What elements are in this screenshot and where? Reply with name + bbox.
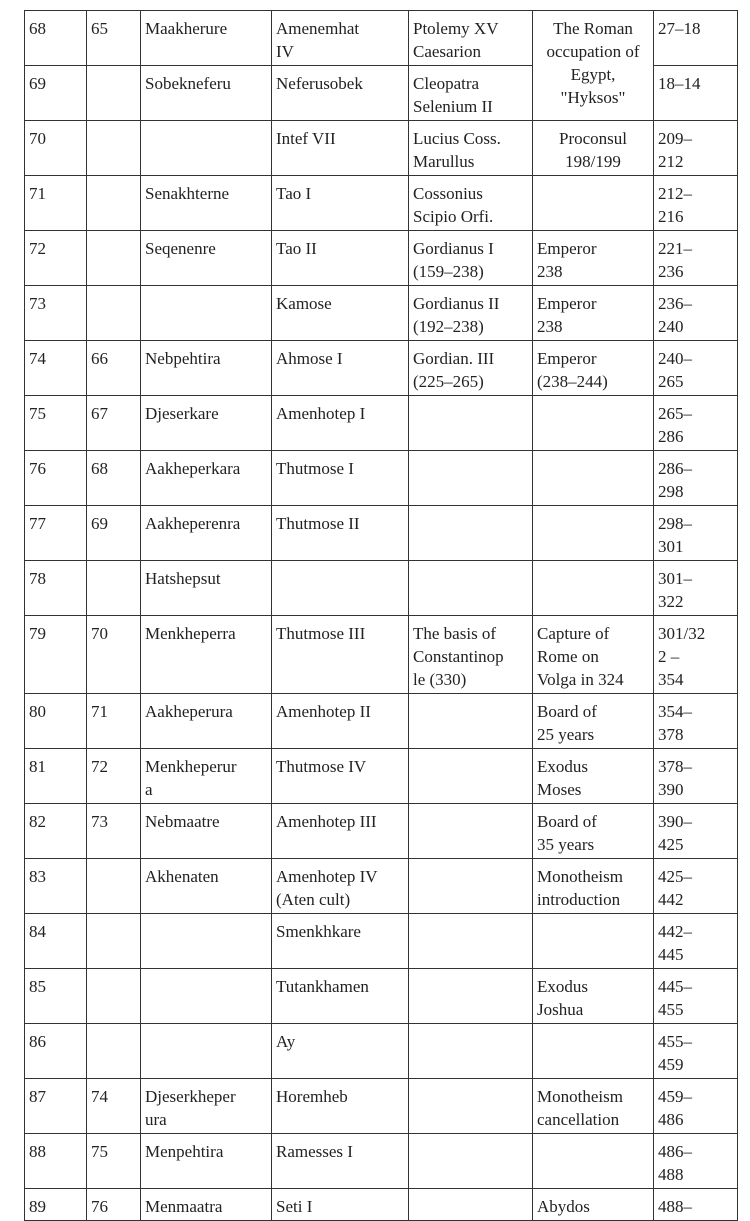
row-number: 77	[29, 514, 46, 533]
table-row	[25, 451, 738, 506]
event-note: Capture of Rome on Volga in 324	[537, 624, 624, 689]
event-note: Monotheism introduction	[537, 867, 623, 909]
event-note: Monotheism cancellation	[537, 1087, 623, 1129]
dynasty-number: 65	[91, 19, 108, 38]
event-note: Exodus Moses	[537, 757, 588, 799]
roman-correspondence-cell	[409, 914, 533, 969]
throne-name-cell	[141, 396, 272, 451]
roman-correspondence-cell	[409, 451, 533, 506]
ruler-name-cell	[272, 859, 409, 914]
row-number: 83	[29, 867, 46, 886]
dynasty-number: 74	[91, 1087, 108, 1106]
row-number: 69	[29, 74, 46, 93]
roman-correspondence: Lucius Coss. Marullus	[413, 129, 501, 171]
date-range-cell	[654, 914, 738, 969]
row-number-cell	[25, 286, 87, 341]
row-number: 82	[29, 812, 46, 831]
throne-name-cell	[141, 341, 272, 396]
ruler-name-cell	[272, 506, 409, 561]
event-note-cell	[533, 1079, 654, 1134]
ruler-name-cell	[272, 694, 409, 749]
date-range: 286– 298	[658, 459, 692, 501]
ruler-name-cell	[272, 749, 409, 804]
table-row	[25, 561, 738, 616]
row-number: 89	[29, 1197, 46, 1216]
ruler-name-cell	[272, 396, 409, 451]
dynasty-number: 75	[91, 1142, 108, 1161]
date-range: 354– 378	[658, 702, 692, 744]
date-range: 442– 445	[658, 922, 692, 964]
roman-correspondence-cell	[409, 11, 533, 66]
ruler-name: Amenhotep II	[276, 702, 371, 721]
dynasty-number: 67	[91, 404, 108, 423]
throne-name: Akhenaten	[145, 867, 219, 886]
roman-correspondence-cell	[409, 749, 533, 804]
event-note: Proconsul 198/199	[559, 129, 627, 171]
table-row	[25, 804, 738, 859]
dynasty-number-cell	[87, 914, 141, 969]
dynasty-number-cell	[87, 121, 141, 176]
throne-name-cell	[141, 859, 272, 914]
row-number: 85	[29, 977, 46, 996]
ruler-name-cell	[272, 231, 409, 286]
event-note-cell	[533, 1134, 654, 1189]
dynasty-number-cell	[87, 1024, 141, 1079]
table-row	[25, 11, 738, 66]
throne-name: Hatshepsut	[145, 569, 221, 588]
throne-name-cell	[141, 231, 272, 286]
throne-name: Menkheperra	[145, 624, 236, 643]
row-number: 72	[29, 239, 46, 258]
table-row	[25, 1024, 738, 1079]
ruler-name-cell	[272, 286, 409, 341]
table-row	[25, 749, 738, 804]
date-range-cell	[654, 176, 738, 231]
ruler-name: Ahmose I	[276, 349, 343, 368]
row-number-cell	[25, 1134, 87, 1189]
ruler-name-cell	[272, 561, 409, 616]
table-body	[25, 11, 738, 1221]
event-note-cell	[533, 286, 654, 341]
table-row	[25, 1134, 738, 1189]
ruler-name-cell	[272, 66, 409, 121]
row-number-cell	[25, 66, 87, 121]
row-number: 84	[29, 922, 46, 941]
ruler-name: Tao I	[276, 184, 312, 203]
throne-name-cell	[141, 969, 272, 1024]
row-number: 73	[29, 294, 46, 313]
date-range: 209– 212	[658, 129, 692, 171]
event-note-cell	[533, 859, 654, 914]
row-number: 78	[29, 569, 46, 588]
ruler-name-cell	[272, 804, 409, 859]
event-note-cell	[533, 1189, 654, 1221]
date-range-cell	[654, 286, 738, 341]
table-row	[25, 616, 738, 694]
date-range-cell	[654, 11, 738, 66]
throne-name-cell	[141, 286, 272, 341]
dynasty-number-cell	[87, 804, 141, 859]
throne-name-cell	[141, 749, 272, 804]
table-row	[25, 694, 738, 749]
roman-correspondence-cell	[409, 506, 533, 561]
roman-correspondence-cell	[409, 66, 533, 121]
row-number-cell	[25, 451, 87, 506]
date-range-cell	[654, 749, 738, 804]
ruler-name: Amenhotep III	[276, 812, 377, 831]
date-range: 390– 425	[658, 812, 692, 854]
dynasty-number-cell	[87, 1079, 141, 1134]
row-number: 87	[29, 1087, 46, 1106]
table-row	[25, 176, 738, 231]
date-range: 445– 455	[658, 977, 692, 1019]
date-range-cell	[654, 1189, 738, 1221]
row-number-cell	[25, 11, 87, 66]
dynasty-number-cell	[87, 969, 141, 1024]
event-note-cell	[533, 969, 654, 1024]
row-number-cell	[25, 969, 87, 1024]
throne-name-cell	[141, 616, 272, 694]
ruler-name-cell	[272, 616, 409, 694]
row-number-cell	[25, 506, 87, 561]
dynasty-number-cell	[87, 341, 141, 396]
roman-correspondence-cell	[409, 1079, 533, 1134]
chronology-table	[24, 10, 738, 1221]
ruler-name: Thutmose III	[276, 624, 366, 643]
row-number: 75	[29, 404, 46, 423]
throne-name: Maakherure	[145, 19, 228, 38]
row-number: 74	[29, 349, 46, 368]
dynasty-number-cell	[87, 859, 141, 914]
row-number-cell	[25, 694, 87, 749]
throne-name-cell	[141, 694, 272, 749]
dynasty-number-cell	[87, 66, 141, 121]
throne-name: Aakheperkara	[145, 459, 241, 478]
ruler-name-cell	[272, 1189, 409, 1221]
dynasty-number: 66	[91, 349, 108, 368]
row-number-cell	[25, 859, 87, 914]
ruler-name-cell	[272, 1134, 409, 1189]
throne-name: Menkheperur a	[145, 757, 237, 799]
row-number: 80	[29, 702, 46, 721]
event-note-cell	[533, 616, 654, 694]
ruler-name: Amenhotep IV (Aten cult)	[276, 867, 378, 909]
event-note-cell	[533, 396, 654, 451]
row-number-cell	[25, 231, 87, 286]
ruler-name: Smenkhkare	[276, 922, 361, 941]
throne-name-cell	[141, 506, 272, 561]
ruler-name: Kamose	[276, 294, 332, 313]
date-range: 27–18	[658, 19, 701, 38]
table-row	[25, 231, 738, 286]
dynasty-number-cell	[87, 749, 141, 804]
date-range-cell	[654, 451, 738, 506]
event-note: Board of 35 years	[537, 812, 597, 854]
throne-name-cell	[141, 1079, 272, 1134]
roman-correspondence: Gordianus II (192–238)	[413, 294, 500, 336]
roman-correspondence: Ptolemy XV Caesarion	[413, 19, 499, 61]
event-note-cell	[533, 749, 654, 804]
ruler-name-cell	[272, 451, 409, 506]
date-range-cell	[654, 969, 738, 1024]
ruler-name: Neferusobek	[276, 74, 363, 93]
table-row	[25, 1189, 738, 1221]
ruler-name: Thutmose I	[276, 459, 354, 478]
dynasty-number: 69	[91, 514, 108, 533]
throne-name-cell	[141, 1134, 272, 1189]
table-row	[25, 286, 738, 341]
row-number-cell	[25, 176, 87, 231]
date-range-cell	[654, 1079, 738, 1134]
date-range-cell	[654, 341, 738, 396]
dynasty-number-cell	[87, 11, 141, 66]
event-note-cell	[533, 561, 654, 616]
date-range-cell	[654, 396, 738, 451]
row-number: 68	[29, 19, 46, 38]
roman-correspondence-cell	[409, 694, 533, 749]
dynasty-number-cell	[87, 561, 141, 616]
roman-correspondence-cell	[409, 121, 533, 176]
ruler-name: Thutmose IV	[276, 757, 367, 776]
date-range-cell	[654, 561, 738, 616]
roman-correspondence-cell	[409, 1189, 533, 1221]
roman-correspondence-cell	[409, 176, 533, 231]
row-number: 71	[29, 184, 46, 203]
throne-name: Menpehtira	[145, 1142, 224, 1161]
row-number: 88	[29, 1142, 46, 1161]
roman-correspondence-cell	[409, 396, 533, 451]
date-range-cell	[654, 1134, 738, 1189]
throne-name: Seqenenre	[145, 239, 216, 258]
row-number: 76	[29, 459, 46, 478]
date-range: 236– 240	[658, 294, 692, 336]
event-note: Board of 25 years	[537, 702, 597, 744]
ruler-name: Tao II	[276, 239, 317, 258]
event-note: Emperor 238	[537, 294, 597, 336]
throne-name-cell	[141, 804, 272, 859]
roman-correspondence: Cleopatra Selenium II	[413, 74, 493, 116]
roman-correspondence-cell	[409, 1134, 533, 1189]
date-range: 221– 236	[658, 239, 692, 281]
event-note-cell	[533, 914, 654, 969]
throne-name: Djeserkheper ura	[145, 1087, 236, 1129]
date-range: 265– 286	[658, 404, 692, 446]
roman-correspondence: The basis of Constantinop le (330)	[413, 624, 504, 689]
row-number-cell	[25, 1189, 87, 1221]
row-number: 86	[29, 1032, 46, 1051]
date-range: 486– 488	[658, 1142, 692, 1184]
date-range-cell	[654, 694, 738, 749]
date-range: 488–	[658, 1197, 692, 1216]
roman-correspondence-cell	[409, 804, 533, 859]
ruler-name-cell	[272, 11, 409, 66]
row-number-cell	[25, 121, 87, 176]
date-range-cell	[654, 66, 738, 121]
ruler-name: Horemheb	[276, 1087, 348, 1106]
event-note-cell	[533, 176, 654, 231]
row-number: 70	[29, 129, 46, 148]
row-number: 81	[29, 757, 46, 776]
date-range-cell	[654, 231, 738, 286]
row-number-cell	[25, 804, 87, 859]
dynasty-number-cell	[87, 1134, 141, 1189]
date-range: 301– 322	[658, 569, 692, 611]
event-note-cell	[533, 1024, 654, 1079]
event-note: The Roman occupation of Egypt, "Hyksos"	[546, 19, 640, 107]
event-note-cell	[533, 341, 654, 396]
event-note-cell	[533, 121, 654, 176]
dynasty-number: 70	[91, 624, 108, 643]
dynasty-number-cell	[87, 176, 141, 231]
event-note-cell	[533, 451, 654, 506]
date-range: 301/32 2 – 354	[658, 624, 706, 689]
ruler-name-cell	[272, 914, 409, 969]
event-note-cell	[533, 231, 654, 286]
date-range-cell	[654, 804, 738, 859]
date-range: 240– 265	[658, 349, 692, 391]
dynasty-number-cell	[87, 616, 141, 694]
throne-name-cell	[141, 1024, 272, 1079]
dynasty-number-cell	[87, 286, 141, 341]
dynasty-number-cell	[87, 451, 141, 506]
date-range: 425– 442	[658, 867, 692, 909]
row-number-cell	[25, 616, 87, 694]
throne-name: Nebmaatre	[145, 812, 220, 831]
ruler-name: Amenhotep I	[276, 404, 366, 423]
throne-name-cell	[141, 1189, 272, 1221]
date-range-cell	[654, 859, 738, 914]
ruler-name-cell	[272, 1024, 409, 1079]
ruler-name-cell	[272, 1079, 409, 1134]
event-note-cell	[533, 506, 654, 561]
ruler-name-cell	[272, 969, 409, 1024]
ruler-name: Thutmose II	[276, 514, 360, 533]
date-range: 298– 301	[658, 514, 692, 556]
throne-name-cell	[141, 11, 272, 66]
row-number-cell	[25, 561, 87, 616]
roman-correspondence-cell	[409, 561, 533, 616]
row-number-cell	[25, 396, 87, 451]
row-number-cell	[25, 749, 87, 804]
event-note: Emperor (238–244)	[537, 349, 608, 391]
roman-correspondence-cell	[409, 231, 533, 286]
table-row	[25, 396, 738, 451]
event-note-cell	[533, 804, 654, 859]
dynasty-number-cell	[87, 506, 141, 561]
roman-correspondence-cell	[409, 859, 533, 914]
roman-correspondence: Cossonius Scipio Orfi.	[413, 184, 494, 226]
throne-name-cell	[141, 176, 272, 231]
table-row	[25, 506, 738, 561]
roman-correspondence-cell	[409, 616, 533, 694]
ruler-name: Ramesses I	[276, 1142, 353, 1161]
date-range: 455– 459	[658, 1032, 692, 1074]
date-range-cell	[654, 121, 738, 176]
roman-correspondence-cell	[409, 969, 533, 1024]
roman-correspondence-cell	[409, 1024, 533, 1079]
row-number-cell	[25, 341, 87, 396]
row-number-cell	[25, 1079, 87, 1134]
throne-name: Aakheperura	[145, 702, 233, 721]
table-row	[25, 121, 738, 176]
date-range: 18–14	[658, 74, 701, 93]
ruler-name: Tutankhamen	[276, 977, 369, 996]
roman-correspondence: Gordian. III (225–265)	[413, 349, 495, 391]
throne-name: Djeserkare	[145, 404, 219, 423]
ruler-name: Seti I	[276, 1197, 313, 1216]
table-row	[25, 1079, 738, 1134]
dynasty-number: 73	[91, 812, 108, 831]
date-range-cell	[654, 1024, 738, 1079]
date-range: 378– 390	[658, 757, 692, 799]
event-note-cell	[533, 694, 654, 749]
dynasty-number: 72	[91, 757, 108, 776]
event-note: Emperor 238	[537, 239, 597, 281]
throne-name: Aakheperenra	[145, 514, 241, 533]
roman-correspondence: Gordianus I (159–238)	[413, 239, 494, 281]
throne-name-cell	[141, 66, 272, 121]
dynasty-number-cell	[87, 231, 141, 286]
event-note: Abydos	[537, 1197, 590, 1216]
ruler-name: Intef VII	[276, 129, 336, 148]
dynasty-number-cell	[87, 396, 141, 451]
roman-correspondence-cell	[409, 341, 533, 396]
ruler-name: Ay	[276, 1032, 296, 1051]
table-row	[25, 341, 738, 396]
ruler-name-cell	[272, 121, 409, 176]
row-number-cell	[25, 1024, 87, 1079]
dynasty-number: 71	[91, 702, 108, 721]
throne-name: Senakhterne	[145, 184, 230, 203]
throne-name-cell	[141, 914, 272, 969]
table-row	[25, 914, 738, 969]
throne-name: Nebpehtira	[145, 349, 221, 368]
dynasty-number: 76	[91, 1197, 108, 1216]
row-number: 79	[29, 624, 46, 643]
event-note: Exodus Joshua	[537, 977, 588, 1019]
roman-correspondence-cell	[409, 286, 533, 341]
throne-name: Menmaatra	[145, 1197, 223, 1216]
throne-name-cell	[141, 561, 272, 616]
dynasty-number-cell	[87, 1189, 141, 1221]
dynasty-number: 68	[91, 459, 108, 478]
table-row	[25, 859, 738, 914]
throne-name-cell	[141, 451, 272, 506]
ruler-name: Amenemhat IV	[276, 19, 360, 61]
date-range-cell	[654, 506, 738, 561]
ruler-name-cell	[272, 176, 409, 231]
date-range-cell	[654, 616, 738, 694]
dynasty-number-cell	[87, 694, 141, 749]
throne-name: Sobekneferu	[145, 74, 231, 93]
date-range: 459– 486	[658, 1087, 692, 1129]
date-range: 212– 216	[658, 184, 692, 226]
table-row	[25, 969, 738, 1024]
ruler-name-cell	[272, 341, 409, 396]
event-note-cell	[533, 11, 654, 121]
throne-name-cell	[141, 121, 272, 176]
row-number-cell	[25, 914, 87, 969]
